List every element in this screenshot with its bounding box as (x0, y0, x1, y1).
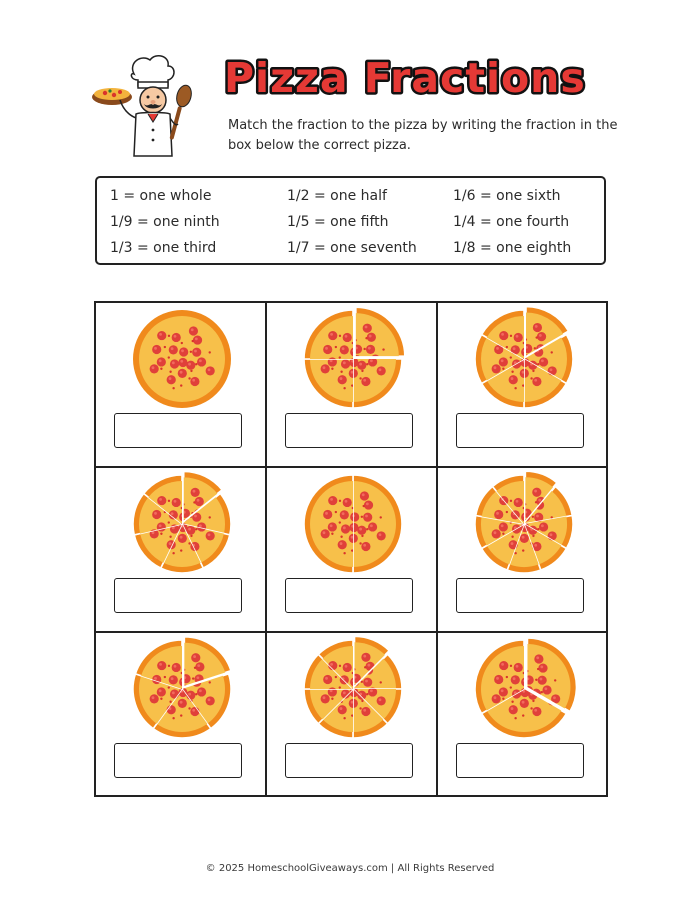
pizza-5-slices (130, 637, 234, 741)
footer-copyright: © 2025 HomeschoolGiveaways.com | All Rights Reserved (205, 863, 495, 874)
pizza-cell (438, 633, 608, 797)
legend-item: 1/3 = one third (110, 240, 217, 256)
legend-item: 1/8 = one eighth (453, 240, 572, 256)
pizza-3-slices (472, 637, 576, 741)
fraction-legend-box (95, 176, 606, 265)
pizza-7-slices (130, 472, 234, 576)
pizza-cell (267, 468, 437, 632)
pizza-cell (96, 468, 266, 632)
answer-box[interactable] (285, 413, 413, 448)
pizza-cell (96, 633, 266, 797)
pizza-cell (96, 303, 266, 467)
pizza-cell (267, 303, 437, 467)
answer-box[interactable] (456, 413, 584, 448)
pizza-slice (133, 310, 231, 408)
legend-item: 1/4 = one fourth (453, 214, 570, 230)
pizza-8-slices (301, 637, 405, 741)
answer-box[interactable] (456, 578, 584, 613)
answer-box[interactable] (114, 578, 242, 613)
pizza-9-slices (472, 472, 576, 576)
pizza-cell (267, 633, 437, 797)
legend-item: 1 = one whole (110, 188, 212, 204)
pizza-grid (94, 301, 608, 797)
legend-item: 1/6 = one sixth (453, 188, 561, 204)
answer-box[interactable] (114, 413, 242, 448)
pizza-1-whole (130, 307, 234, 411)
pizza-cell (438, 468, 608, 632)
pizza-2-slices (301, 472, 405, 576)
legend-item: 1/2 = one half (287, 188, 387, 204)
legend-item: 1/7 = one seventh (287, 240, 417, 256)
pizza-cell (438, 303, 608, 467)
answer-box[interactable] (285, 578, 413, 613)
legend-item: 1/9 = one ninth (110, 214, 220, 230)
page-title-text: Pizza Fractions (224, 54, 586, 102)
answer-box[interactable] (456, 743, 584, 778)
chef-illustration (90, 52, 210, 162)
pizza-6-slices (472, 307, 576, 411)
pizza-4-slices (301, 307, 405, 411)
instructions-text: Match the fraction to the pizza by writing the fraction in the box below the correct pizza. (228, 118, 618, 153)
answer-box[interactable] (114, 743, 242, 778)
answer-box[interactable] (285, 743, 413, 778)
legend-item: 1/5 = one fifth (287, 214, 389, 230)
page-title (222, 52, 602, 104)
